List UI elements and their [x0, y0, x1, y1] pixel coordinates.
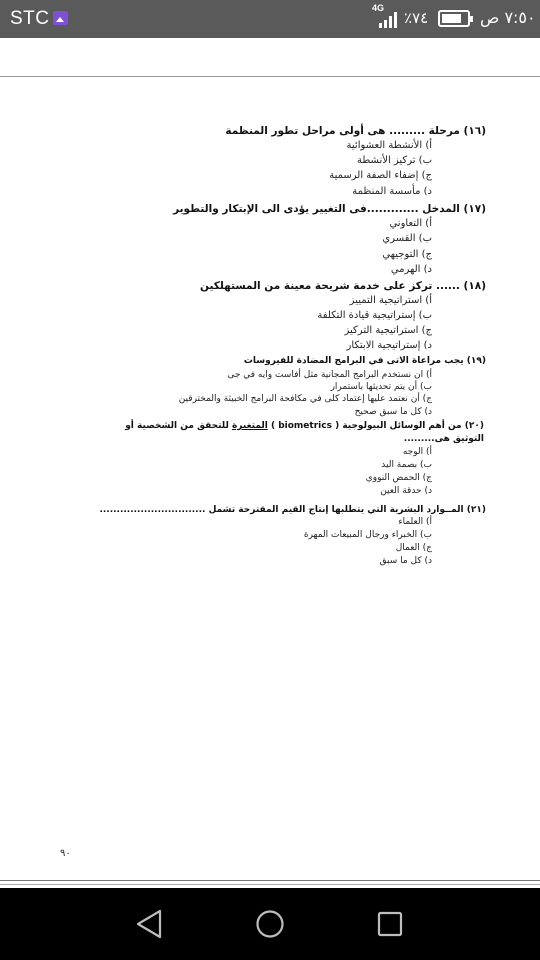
question-19-option-a: أ) ان نستخدم البرامج المجانية مثل أفاست وايه في جى	[227, 370, 432, 380]
status-bar	[0, 0, 540, 38]
question-20-option-b: ب) بصمة اليد	[381, 460, 432, 470]
question-16-stem: (١٦) مرحلة ......... هى أولى مراحل تطور المنظمة	[225, 125, 486, 137]
question-21-option-d: د) كل ما سبق	[379, 556, 432, 566]
network-type: 4G	[372, 3, 385, 13]
battery-percent: ٧٤٪	[404, 9, 429, 27]
question-21-option-a: أ) العلماء	[398, 517, 432, 527]
question-18-option-d: د) إستراتيجية الابتكار	[346, 340, 432, 351]
question-20-stem-line1	[125, 421, 484, 431]
question-17-option-b: ب) القسري	[382, 233, 432, 244]
question-20-option-c: ج) الحمض النووي	[365, 473, 432, 483]
question-16-option-a: أ) الأنشطة العشوائية	[346, 140, 432, 151]
question-19-option-b: ب) أن يتم تحديثها باستمرار	[330, 382, 432, 392]
back-triangle-icon[interactable]	[134, 908, 166, 940]
question-21-option-b: ب) الخبراء ورجال المبيعات المهرة	[303, 530, 432, 540]
page-number: ٩٠	[60, 848, 71, 859]
question-17-stem: (١٧) المدخل .............فى التغيير يؤدى الى الإبتكار والتطوير	[173, 203, 486, 215]
question-17-option-d: د) الهرمي	[390, 264, 432, 275]
question-16-option-b: ب) تركيز الأنشطة	[356, 155, 432, 166]
question-18-option-b: ب) إستراتيجية قيادة التكلفة	[317, 310, 432, 321]
home-circle-icon[interactable]	[254, 908, 286, 940]
recents-square-icon[interactable]	[374, 908, 406, 940]
navigation-bar	[0, 888, 540, 960]
gallery-notification-icon	[53, 11, 68, 25]
header-divider	[0, 76, 540, 77]
question-21-stem: (٢١) المــوارد البشرية التي يتطلبها إنتاج القيم المقترحة تشمل ...............................	[99, 505, 486, 515]
footer-divider-secondary	[0, 884, 540, 885]
question-18-stem: (١٨) ...... تركز على خدمة شريحة معينة من المستهلكين	[200, 280, 486, 292]
question-16-option-d: د) مأسسة المنظمة	[352, 186, 432, 197]
signal-strength-icon	[378, 10, 402, 28]
question-19-option-c: ج) أن نعتمد عليها إعتماد كلى في مكافحة البرامج الخبيثة والمخترقين	[178, 394, 432, 404]
clock-time: ٧:٥٠ ص	[480, 8, 536, 27]
question-19-stem: (١٩) يجب مراعاة الاتى في البرامج المضادة للفيروسات	[243, 356, 486, 366]
question-16-option-c: ج) إضفاء الصفة الرسمية	[329, 170, 432, 181]
question-18-option-a: أ) استراتيجية التمييز	[349, 295, 432, 306]
question-20-option-d: د) حدقة العين	[380, 486, 432, 496]
question-19-option-d: د) كل ما سبق صحيح	[354, 407, 432, 417]
question-17-option-c: ج) التوجيهي	[382, 249, 432, 260]
footer-divider	[0, 880, 540, 881]
question-20-stem-line2: التوثيق هى.........	[403, 434, 484, 444]
question-20-stem-part3: للتحقق من الشخصية أو	[125, 421, 232, 431]
question-20-stem-part1: (٢٠) من أهم الوسائل البيولوجية ( biometrics )	[267, 421, 484, 431]
question-17-option-a: أ) التعاوني	[389, 218, 432, 229]
question-21-option-c: ج) العمال	[395, 543, 432, 553]
carrier-name: STC	[10, 8, 50, 29]
battery-icon	[438, 10, 470, 27]
question-20-option-a: أ) الوجه	[402, 447, 432, 457]
question-20-stem-underlined: المتغيرة	[231, 421, 268, 431]
question-18-option-c: ج) استراتيجية التركيز	[344, 325, 432, 336]
